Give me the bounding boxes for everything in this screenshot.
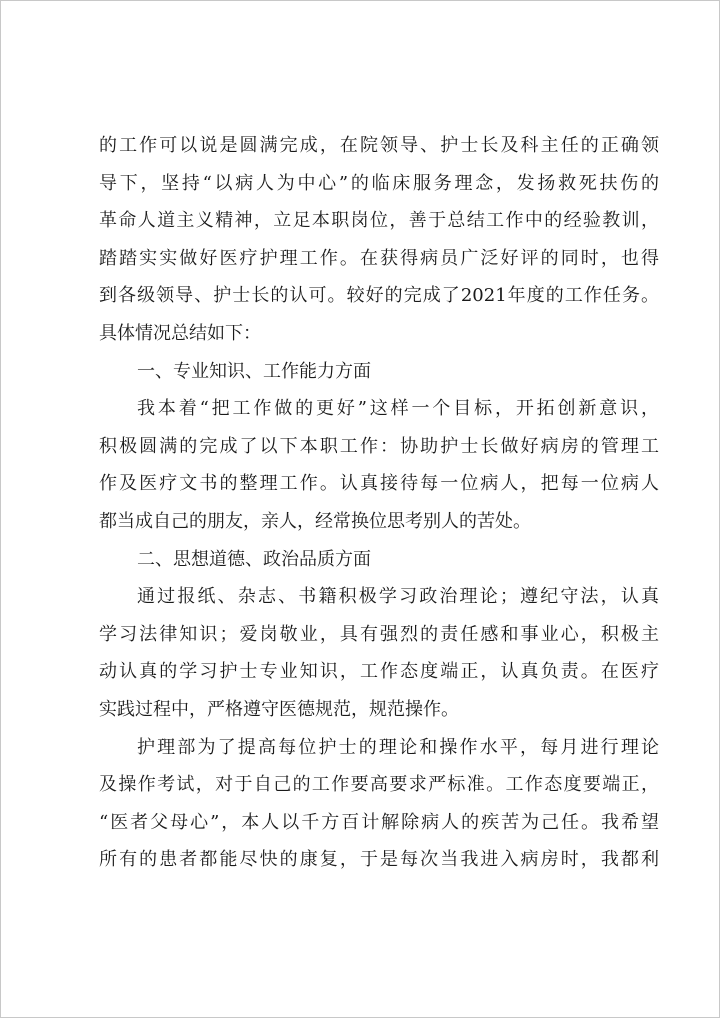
text-line: 实践过程中，严格遵守医德规范，规范操作。 [99,698,459,720]
text-line: 我本着“把工作做的更好”这样一个目标，开拓创新意识， [137,398,659,420]
document-body [99,127,659,879]
text-line: 通过报纸、杂志、书籍积极学习政治理论；遵纪守法，认真 [137,586,659,608]
text-line: 作及医疗文书的整理工作。认真接待每一位病人，把每一位病人 [99,473,659,495]
text-line: 积极圆满的完成了以下本职工作：协助护士长做好病房的管理工 [99,435,659,457]
text-line: 革命人道主义精神，立足本职岗位，善于总结工作中的经验教训， [99,210,659,232]
text-line: “医者父母心”，本人以千方百计解除病人的疾苦为己任。我希望 [99,811,659,833]
section-heading-2: 二、思想道德、政治品质方面 [137,548,371,570]
text-line: 具体情况总结如下： [99,322,261,344]
text-line: 学习法律知识；爱岗敬业，具有强烈的责任感和事业心，积极主 [99,623,659,645]
text-line: 都当成自己的朋友，亲人，经常换位思考别人的苦处。 [99,510,531,532]
text-line: 到各级领导、护士长的认可。较好的完成了2021年度的工作任务。 [99,285,659,307]
text-line: 所有的患者都能尽快的康复，于是每次当我进入病房时，我都利 [99,849,659,871]
text-line: 导下，坚持“以病人为中心”的临床服务理念，发扬救死扶伤的 [99,172,659,194]
text-line: 动认真的学习护士专业知识，工作态度端正，认真负责。在医疗 [99,661,659,683]
section-heading-1: 一、专业知识、工作能力方面 [137,360,371,382]
text-line: 护理部为了提高每位护士的理论和操作水平，每月进行理论 [137,736,659,758]
text-line: 的工作可以说是圆满完成，在院领导、护士长及科主任的正确领 [99,135,659,156]
text-line: 踏踏实实做好医疗护理工作。在获得病员广泛好评的同时，也得 [99,247,659,269]
text-line: 及操作考试，对于自己的工作要高要求严标准。工作态度要端正， [99,774,659,796]
